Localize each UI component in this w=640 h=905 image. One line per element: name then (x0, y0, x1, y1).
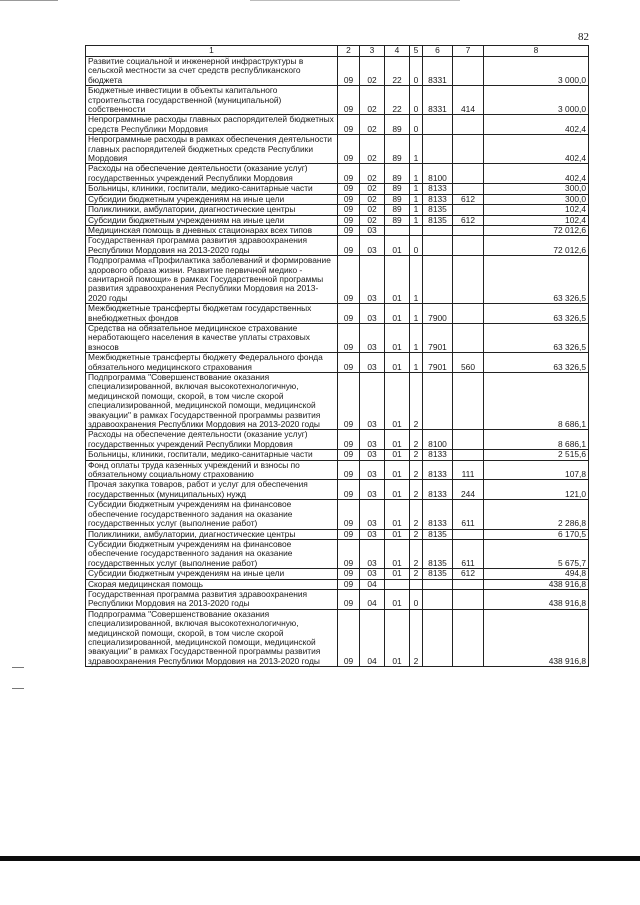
expense-type-cell (453, 205, 484, 215)
ministry-code-cell: 09 (338, 500, 360, 529)
row-name-cell: Скорая медицинская помощь (86, 579, 338, 589)
table-row (86, 569, 589, 579)
ministry-code-cell: 09 (338, 304, 360, 324)
subprogram-code-cell: 2 (410, 569, 423, 579)
margin-mark (12, 667, 24, 668)
section-code-cell: 02 (360, 205, 385, 215)
row-name-cell: Государственная программа развития здравоохранения Республики Мордовия на 2013-2020 годы (86, 589, 338, 609)
table-row (86, 86, 589, 115)
ministry-code-cell: 09 (338, 256, 360, 304)
header-cell-program: 4 (385, 46, 410, 57)
target-article-cell: 8133 (423, 450, 453, 460)
target-article-cell (423, 373, 453, 430)
ministry-code-cell: 09 (338, 460, 360, 480)
section-code-cell: 03 (360, 256, 385, 304)
table-row (86, 450, 589, 460)
amount-cell: 438 916,8 (484, 609, 589, 666)
table-row (86, 225, 589, 235)
expense-type-cell (453, 225, 484, 235)
ministry-code-cell: 09 (338, 164, 360, 184)
section-code-cell: 02 (360, 115, 385, 135)
expense-type-cell (453, 609, 484, 666)
target-article-cell: 8100 (423, 164, 453, 184)
amount-cell: 3 000,0 (484, 86, 589, 115)
subprogram-code-cell: 1 (410, 215, 423, 225)
section-code-cell: 02 (360, 194, 385, 204)
expense-type-cell (453, 256, 484, 304)
expense-type-cell (453, 115, 484, 135)
scan-edge-mark (0, 0, 58, 7)
ministry-code-cell: 09 (338, 609, 360, 666)
row-name-cell: Поликлиники, амбулатории, диагностические центры (86, 205, 338, 215)
program-code-cell: 01 (385, 450, 410, 460)
subprogram-code-cell: 0 (410, 236, 423, 256)
target-article-cell: 8135 (423, 539, 453, 568)
target-article-cell: 8133 (423, 184, 453, 194)
ministry-code-cell: 09 (338, 579, 360, 589)
amount-cell: 3 000,0 (484, 57, 589, 86)
expense-type-cell (453, 373, 484, 430)
ministry-code-cell: 09 (338, 225, 360, 235)
row-name-cell: Медицинская помощь в дневных стационарах всех типов (86, 225, 338, 235)
section-code-cell: 04 (360, 609, 385, 666)
expense-type-cell (453, 589, 484, 609)
program-code-cell: 01 (385, 373, 410, 430)
expense-type-cell (453, 236, 484, 256)
ministry-code-cell: 09 (338, 135, 360, 164)
subprogram-code-cell: 1 (410, 194, 423, 204)
section-code-cell: 03 (360, 323, 385, 352)
ministry-code-cell: 09 (338, 569, 360, 579)
amount-cell: 107,8 (484, 460, 589, 480)
scan-edge-mark (250, 0, 460, 5)
subprogram-code-cell: 0 (410, 589, 423, 609)
row-name-cell: Больницы, клиники, госпитали, медико-санитарные части (86, 450, 338, 460)
section-code-cell: 02 (360, 135, 385, 164)
row-name-cell: Средства на обязательное медицинское страхование неработающего населения в качестве уплаты страховых взносов (86, 323, 338, 352)
expense-type-cell: 611 (453, 500, 484, 529)
table-row (86, 215, 589, 225)
table-row (86, 609, 589, 666)
expense-type-cell: 244 (453, 480, 484, 500)
program-code-cell: 01 (385, 529, 410, 539)
subprogram-code-cell: 2 (410, 539, 423, 568)
amount-cell: 438 916,8 (484, 579, 589, 589)
amount-cell: 102,4 (484, 215, 589, 225)
page-number: 82 (578, 31, 589, 43)
subprogram-code-cell: 1 (410, 135, 423, 164)
program-code-cell: 89 (385, 194, 410, 204)
target-article-cell: 7900 (423, 304, 453, 324)
target-article-cell: 8135 (423, 529, 453, 539)
target-article-cell: 7901 (423, 323, 453, 352)
expense-type-cell: 414 (453, 86, 484, 115)
program-code-cell (385, 579, 410, 589)
target-article-cell: 8331 (423, 57, 453, 86)
program-code-cell: 01 (385, 236, 410, 256)
program-code-cell: 89 (385, 215, 410, 225)
row-name-cell: Подпрограмма «Профилактика заболеваний и формирование здорового образа жизни. Развитие первичной медико - санитарной помощи» в рамках Государственной программы развития здравоохранения Республики Мордовия на 2013-2020 годы (86, 256, 338, 304)
table-header (86, 46, 589, 57)
table-row (86, 373, 589, 430)
subprogram-code-cell: 2 (410, 460, 423, 480)
target-article-cell: 7901 (423, 353, 453, 373)
section-code-cell: 02 (360, 215, 385, 225)
row-name-cell: Субсидии бюджетным учреждениям на иные цели (86, 215, 338, 225)
amount-cell: 63 326,5 (484, 304, 589, 324)
amount-cell: 300,0 (484, 194, 589, 204)
program-code-cell: 89 (385, 164, 410, 184)
row-name-cell: Субсидии бюджетным учреждениям на финансовое обеспечение государственного задания на оказание государственных услуг (выполнение работ) (86, 539, 338, 568)
row-name-cell: Государственная программа развития здравоохранения Республики Мордовия на 2013-2020 годы (86, 236, 338, 256)
expense-type-cell (453, 164, 484, 184)
target-article-cell: 8133 (423, 500, 453, 529)
target-article-cell: 8135 (423, 569, 453, 579)
row-name-cell: Расходы на обеспечение деятельности (оказание услуг) государственных учреждений Республики Мордовия (86, 164, 338, 184)
section-code-cell: 03 (360, 500, 385, 529)
subprogram-code-cell: 2 (410, 500, 423, 529)
table-row (86, 164, 589, 184)
target-article-cell: 8100 (423, 430, 453, 450)
row-name-cell: Бюджетные инвестиции в объекты капитального строительства государственной (муниципальной) собственности (86, 86, 338, 115)
amount-cell: 402,4 (484, 164, 589, 184)
row-name-cell: Непрограммные расходы в рамках обеспечения деятельности главных распорядителей бюджетных средств Республики Мордовия (86, 135, 338, 164)
expense-type-cell: 612 (453, 569, 484, 579)
subprogram-code-cell: 2 (410, 450, 423, 460)
expense-type-cell (453, 304, 484, 324)
ministry-code-cell: 09 (338, 323, 360, 352)
amount-cell: 8 686,1 (484, 373, 589, 430)
subprogram-code-cell: 1 (410, 323, 423, 352)
subprogram-code-cell: 1 (410, 205, 423, 215)
program-code-cell: 01 (385, 353, 410, 373)
amount-cell: 402,4 (484, 115, 589, 135)
expense-type-cell: 612 (453, 215, 484, 225)
ministry-code-cell: 09 (338, 86, 360, 115)
target-article-cell: 8133 (423, 480, 453, 500)
program-code-cell: 89 (385, 205, 410, 215)
subprogram-code-cell: 2 (410, 373, 423, 430)
table-row (86, 115, 589, 135)
table-row (86, 256, 589, 304)
ministry-code-cell: 09 (338, 184, 360, 194)
program-code-cell: 89 (385, 184, 410, 194)
table-body (86, 57, 589, 667)
subprogram-code-cell (410, 579, 423, 589)
row-name-cell: Межбюджетные трансферты бюджету Федерального фонда обязательного медицинского страхования (86, 353, 338, 373)
amount-cell: 63 326,5 (484, 353, 589, 373)
ministry-code-cell: 09 (338, 589, 360, 609)
table-row (86, 480, 589, 500)
target-article-cell: 8135 (423, 205, 453, 215)
row-name-cell: Расходы на обеспечение деятельности (оказание услуг) государственных учреждений Республики Мордовия (86, 430, 338, 450)
table-row (86, 589, 589, 609)
row-name-cell: Подпрограмма "Совершенствование оказания специализированной, включая высокотехнологичную, медицинской помощи, скорой, в том числе скорой специализированной, медицинской помощи, медицинской эвакуации" в рамках Государственной программы развития здравоохранения Республики Мордовия на 2013-2020 годы (86, 609, 338, 666)
header-cell-subprogram: 5 (410, 46, 423, 57)
scan-bottom-bar (0, 856, 640, 861)
ministry-code-cell: 09 (338, 529, 360, 539)
expense-type-cell (453, 184, 484, 194)
subprogram-code-cell: 0 (410, 115, 423, 135)
subprogram-code-cell: 0 (410, 86, 423, 115)
program-code-cell: 01 (385, 609, 410, 666)
ministry-code-cell: 09 (338, 373, 360, 430)
table-row (86, 529, 589, 539)
program-code-cell: 22 (385, 86, 410, 115)
ministry-code-cell: 09 (338, 450, 360, 460)
amount-cell: 402,4 (484, 135, 589, 164)
amount-cell: 121,0 (484, 480, 589, 500)
row-name-cell: Субсидии бюджетным учреждениям на иные цели (86, 569, 338, 579)
amount-cell: 438 916,8 (484, 589, 589, 609)
program-code-cell (385, 225, 410, 235)
amount-cell: 2 286,8 (484, 500, 589, 529)
ministry-code-cell: 09 (338, 57, 360, 86)
amount-cell: 2 515,6 (484, 450, 589, 460)
target-article-cell: 8331 (423, 86, 453, 115)
table-row (86, 184, 589, 194)
table-row (86, 194, 589, 204)
target-article-cell (423, 589, 453, 609)
header-cell-name: 1 (86, 46, 338, 57)
section-code-cell: 03 (360, 569, 385, 579)
subprogram-code-cell: 0 (410, 57, 423, 86)
target-article-cell (423, 609, 453, 666)
program-code-cell: 01 (385, 304, 410, 324)
subprogram-code-cell: 1 (410, 184, 423, 194)
header-row (86, 46, 589, 57)
program-code-cell: 22 (385, 57, 410, 86)
ministry-code-cell: 09 (338, 480, 360, 500)
target-article-cell (423, 579, 453, 589)
amount-cell: 63 326,5 (484, 323, 589, 352)
table-row (86, 57, 589, 86)
expense-type-cell: 560 (453, 353, 484, 373)
expense-type-cell: 612 (453, 194, 484, 204)
target-article-cell: 8133 (423, 194, 453, 204)
target-article-cell: 8135 (423, 215, 453, 225)
table-row (86, 135, 589, 164)
header-cell-expense-type: 7 (453, 46, 484, 57)
row-name-cell: Подпрограмма "Совершенствование оказания специализированной, включая высокотехнологичную, медицинской помощи, скорой, в том числе скорой специализированной, медицинской помощи, медицинской эвакуации" в рамках Государственной программы развития здравоохранения Республики Мордовия на 2013-2020 годы (86, 373, 338, 430)
header-cell-ministry: 2 (338, 46, 360, 57)
row-name-cell: Непрограммные расходы главных распорядителей бюджетных средств Республики Мордовия (86, 115, 338, 135)
row-name-cell: Развитие социальной и инженерной инфраструктуры в сельской местности за счет средств республиканского бюджета (86, 57, 338, 86)
table-row (86, 500, 589, 529)
target-article-cell (423, 256, 453, 304)
expense-type-cell (453, 323, 484, 352)
ministry-code-cell: 09 (338, 194, 360, 204)
table-row (86, 323, 589, 352)
ministry-code-cell: 09 (338, 539, 360, 568)
subprogram-code-cell: 2 (410, 480, 423, 500)
target-article-cell (423, 236, 453, 256)
row-name-cell: Межбюджетные трансферты бюджетам государственных внебюджетных фондов (86, 304, 338, 324)
section-code-cell: 03 (360, 430, 385, 450)
amount-cell: 102,4 (484, 205, 589, 215)
subprogram-code-cell: 2 (410, 430, 423, 450)
table-row (86, 353, 589, 373)
expense-type-cell: 111 (453, 460, 484, 480)
row-name-cell: Фонд оплаты труда казенных учреждений и взносы по обязательному социальному страхованию (86, 460, 338, 480)
row-name-cell: Поликлиники, амбулатории, диагностические центры (86, 529, 338, 539)
program-code-cell: 01 (385, 323, 410, 352)
amount-cell: 72 012,6 (484, 225, 589, 235)
section-code-cell: 03 (360, 304, 385, 324)
expense-type-cell (453, 529, 484, 539)
amount-cell: 63 326,5 (484, 256, 589, 304)
section-code-cell: 03 (360, 373, 385, 430)
header-cell-section: 3 (360, 46, 385, 57)
program-code-cell: 01 (385, 500, 410, 529)
program-code-cell: 89 (385, 115, 410, 135)
program-code-cell: 01 (385, 480, 410, 500)
program-code-cell: 01 (385, 569, 410, 579)
program-code-cell: 01 (385, 256, 410, 304)
row-name-cell: Больницы, клиники, госпитали, медико-санитарные части (86, 184, 338, 194)
amount-cell: 72 012,6 (484, 236, 589, 256)
subprogram-code-cell: 1 (410, 164, 423, 184)
header-cell-target-article: 6 (423, 46, 453, 57)
target-article-cell: 8133 (423, 460, 453, 480)
amount-cell: 6 170,5 (484, 529, 589, 539)
ministry-code-cell: 09 (338, 353, 360, 373)
amount-cell: 8 686,1 (484, 430, 589, 450)
ministry-code-cell: 09 (338, 115, 360, 135)
amount-cell: 5 675,7 (484, 539, 589, 568)
subprogram-code-cell: 2 (410, 609, 423, 666)
section-code-cell: 03 (360, 539, 385, 568)
ministry-code-cell: 09 (338, 430, 360, 450)
ministry-code-cell: 09 (338, 205, 360, 215)
ministry-code-cell: 09 (338, 215, 360, 225)
section-code-cell: 02 (360, 57, 385, 86)
budget-table (85, 45, 589, 667)
section-code-cell: 03 (360, 225, 385, 235)
subprogram-code-cell: 1 (410, 256, 423, 304)
section-code-cell: 03 (360, 450, 385, 460)
amount-cell: 494,8 (484, 569, 589, 579)
expense-type-cell (453, 430, 484, 450)
subprogram-code-cell: 2 (410, 529, 423, 539)
table-row (86, 539, 589, 568)
subprogram-code-cell: 1 (410, 353, 423, 373)
program-code-cell: 01 (385, 460, 410, 480)
row-name-cell: Прочая закупка товаров, работ и услуг для обеспечения государственных (муниципальных) нужд (86, 480, 338, 500)
section-code-cell: 02 (360, 164, 385, 184)
target-article-cell (423, 135, 453, 164)
section-code-cell: 02 (360, 184, 385, 194)
program-code-cell: 01 (385, 589, 410, 609)
ministry-code-cell: 09 (338, 236, 360, 256)
section-code-cell: 04 (360, 589, 385, 609)
target-article-cell (423, 115, 453, 135)
expense-type-cell (453, 57, 484, 86)
expense-type-cell (453, 579, 484, 589)
section-code-cell: 03 (360, 460, 385, 480)
expense-type-cell (453, 135, 484, 164)
table-row (86, 205, 589, 215)
program-code-cell: 89 (385, 135, 410, 164)
amount-cell: 300,0 (484, 184, 589, 194)
program-code-cell: 01 (385, 539, 410, 568)
table-row (86, 579, 589, 589)
row-name-cell: Субсидии бюджетным учреждениям на иные цели (86, 194, 338, 204)
header-cell-amount: 8 (484, 46, 589, 57)
section-code-cell: 04 (360, 579, 385, 589)
margin-mark (12, 688, 24, 689)
section-code-cell: 03 (360, 529, 385, 539)
subprogram-code-cell (410, 225, 423, 235)
row-name-cell: Субсидии бюджетным учреждениям на финансовое обеспечение государственного задания на оказание государственных услуг (выполнение работ) (86, 500, 338, 529)
expense-type-cell (453, 450, 484, 460)
section-code-cell: 03 (360, 353, 385, 373)
table-row (86, 236, 589, 256)
table-row (86, 304, 589, 324)
table-row (86, 430, 589, 450)
table-row (86, 460, 589, 480)
subprogram-code-cell: 1 (410, 304, 423, 324)
section-code-cell: 03 (360, 480, 385, 500)
program-code-cell: 01 (385, 430, 410, 450)
target-article-cell (423, 225, 453, 235)
section-code-cell: 02 (360, 86, 385, 115)
section-code-cell: 03 (360, 236, 385, 256)
expense-type-cell: 611 (453, 539, 484, 568)
